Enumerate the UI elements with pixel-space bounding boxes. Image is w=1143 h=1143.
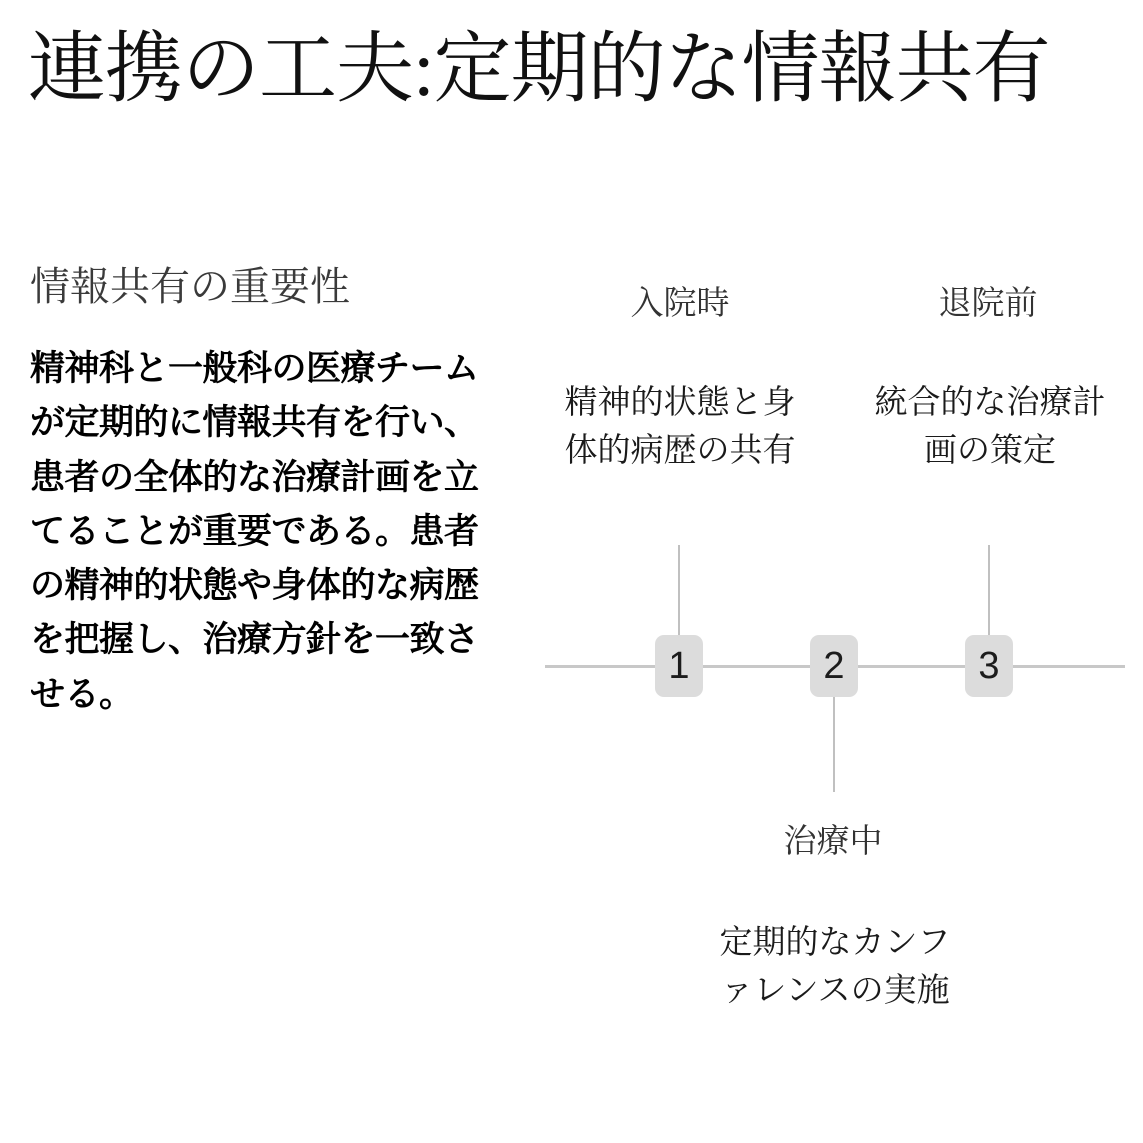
timeline-connector-1 [678, 545, 680, 637]
timeline-connector-3 [988, 545, 990, 637]
timeline-phase-label-1: 入院時 [630, 286, 730, 322]
timeline-node-2: 2 [810, 635, 858, 697]
timeline-diagram [540, 255, 1130, 1085]
timeline-node-3: 3 [965, 635, 1013, 697]
timeline-description-2: 定期的なカンファレンスの実施 [719, 925, 951, 1009]
timeline-connector-2 [833, 697, 835, 792]
timeline-description-3: 統合的な治療計画の策定 [874, 385, 1106, 469]
timeline-description-1: 精神的状態と身体的病歴の共有 [564, 385, 796, 469]
section-heading: 情報共有の重要性 [30, 264, 350, 309]
left-column [30, 262, 500, 722]
timeline-node-1: 1 [655, 635, 703, 697]
section-body-text: 精神科と一般科の医療チームが定期的に情報共有を行い、患者の全体的な治療計画を立てることが重要である。患者の精神的状態や身体的な病歴を把握し、治療方針を一致させる。 [30, 349, 479, 714]
page-title: 連携の工夫:定期的な情報共有 [28, 25, 1050, 112]
timeline-phase-label-3: 退院前 [938, 286, 1038, 322]
timeline-phase-label-2: 治療中 [783, 824, 883, 860]
